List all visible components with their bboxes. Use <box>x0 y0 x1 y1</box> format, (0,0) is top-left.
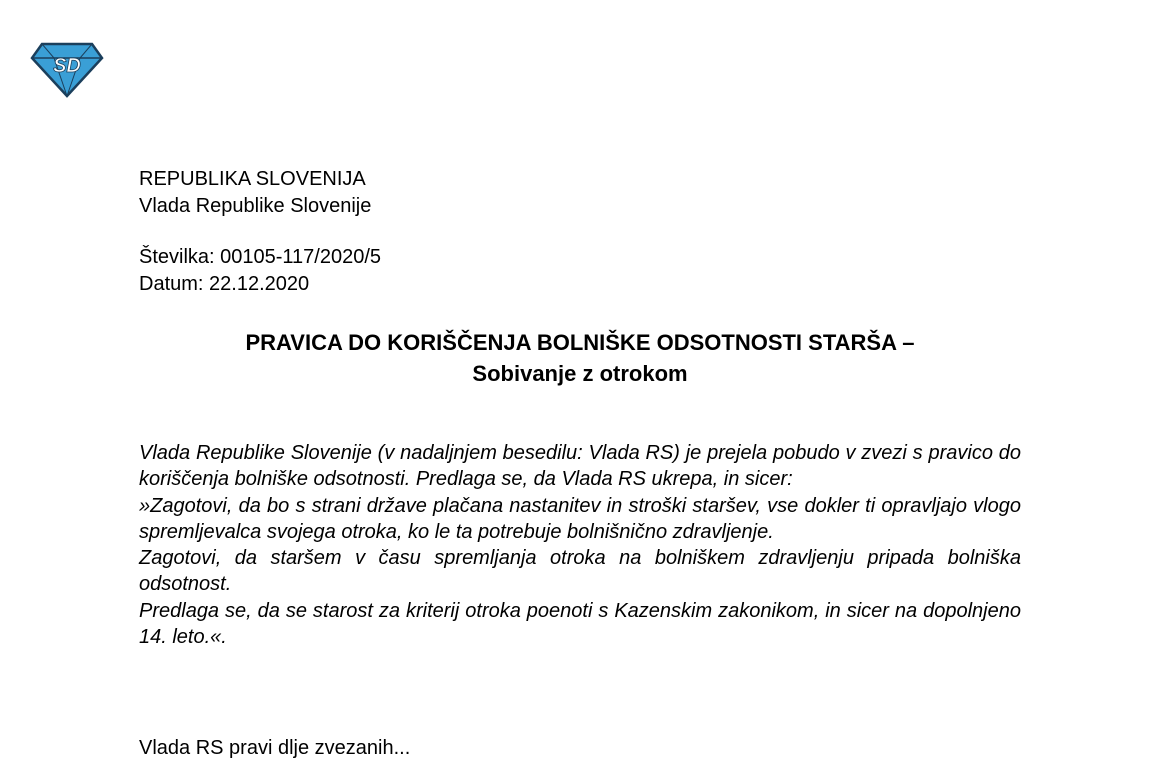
logo-text: SD <box>53 55 81 77</box>
document-title <box>139 327 1021 389</box>
title-line-1: PRAVICA DO KORIŠČENJA BOLNIŠKE ODSOTNOSTI STARŠA – <box>245 330 915 355</box>
body-paragraph: Predlaga se, da se starost za kriterij otroka poenoti s Kazenskim zakonikom, in sicer na dopolnjeno 14. leto.«. <box>139 599 1021 649</box>
body-paragraph: »Zagotovi, da bo s strani države plačana nastanitev in stroški staršev, vse dokler ti opravljajo vlogo spremljevalca svojega otroka, ko le ta potrebuje bolnišnično zdravljenje. <box>139 494 1021 543</box>
body-paragraph: Vlada Republike Slovenije (v nadaljnjem besedilu: Vlada RS) je prejela pobudo v zvezi s pravico do koriščenja bolniške odsotnosti. Predlaga se, da Vlada RS ukrepa, in sicer: <box>139 442 1021 491</box>
header-republic: REPUBLIKA SLOVENIJA <box>139 168 366 190</box>
sd-logo <box>28 38 106 100</box>
document-body <box>139 440 1021 650</box>
title-line-2: Sobivanje z otrokom <box>472 361 688 386</box>
cut-off-line: Vlada RS pravi dlje zvezanih... <box>139 737 411 759</box>
header-government: Vlada Republike Slovenije <box>139 195 372 217</box>
document-number: Številka: 00105-117/2020/5 <box>139 246 382 268</box>
sd-diamond-logo-icon <box>28 38 106 100</box>
body-paragraph: Zagotovi, da staršem v času spremljanja otroka na bolniškem zdravljenju pripada bolniška odsotnost. <box>139 547 1021 596</box>
document-date: Datum: 22.12.2020 <box>139 273 310 295</box>
issuer-header <box>139 166 371 220</box>
document-meta <box>139 244 381 298</box>
